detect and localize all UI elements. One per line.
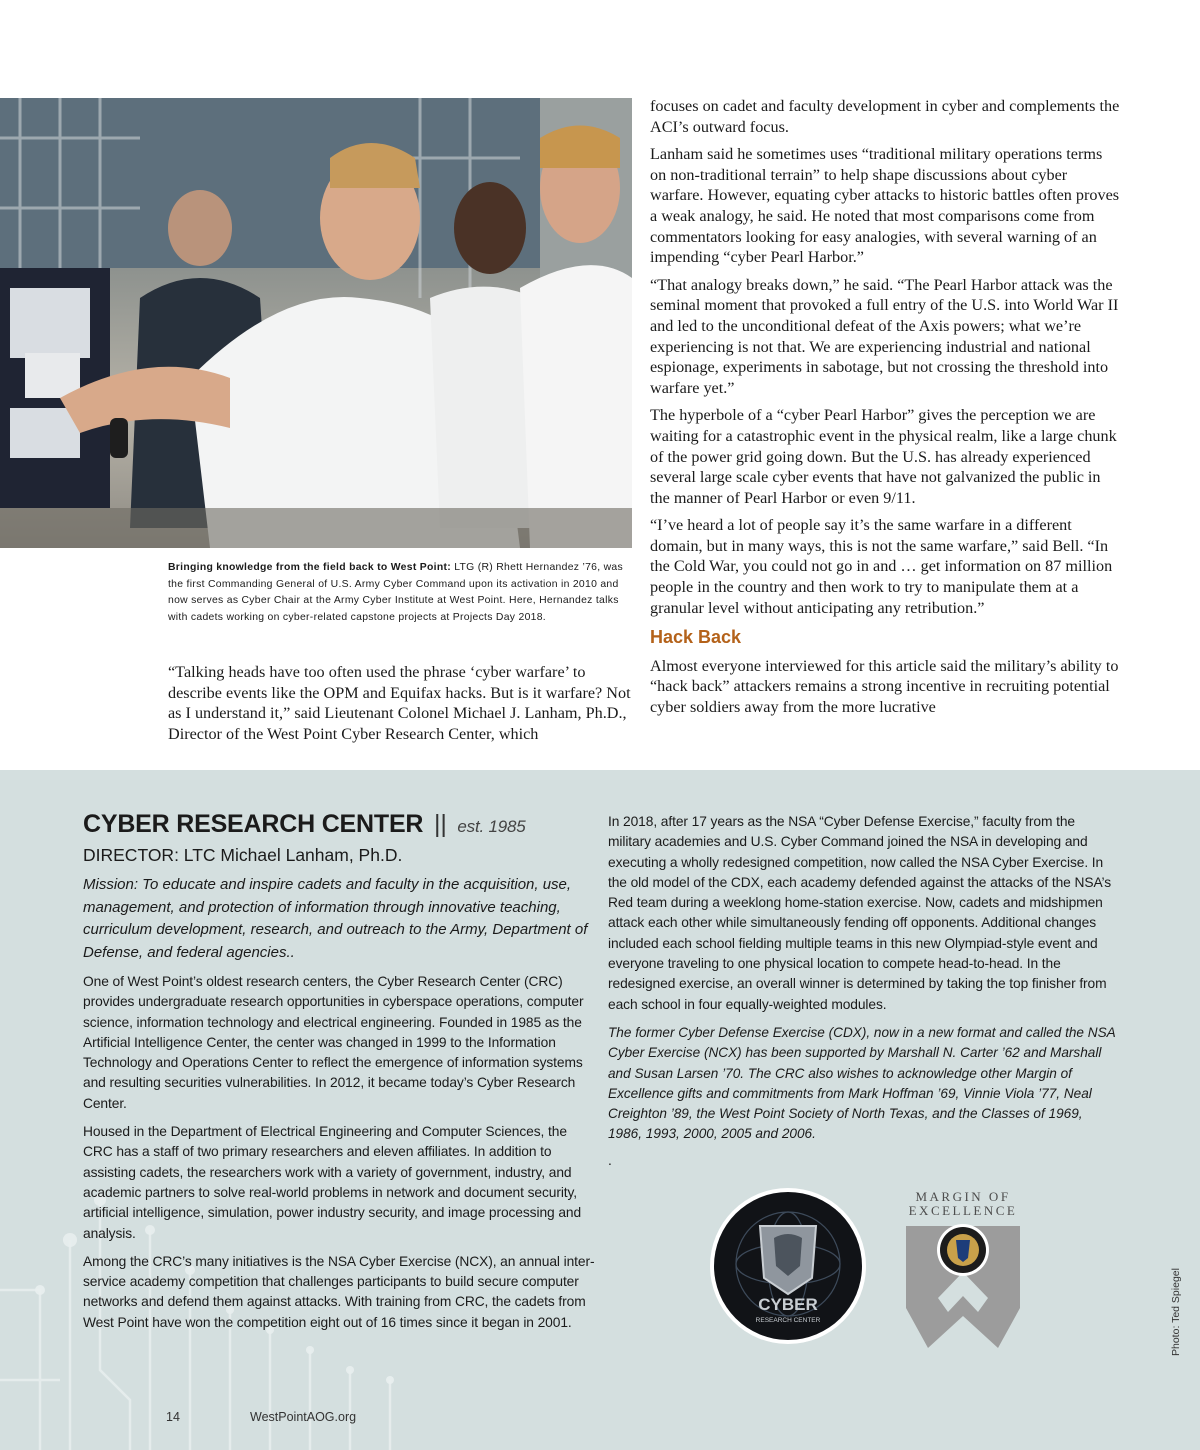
photo-credit: Photo: Ted Spiegel	[1170, 1268, 1182, 1356]
article-paragraph: focuses on cadet and faculty development in cyber and complements the ACI’s outward focus.	[650, 97, 1120, 136]
cyber-logo-subtitle: RESEARCH CENTER	[755, 1317, 821, 1324]
crc-title	[83, 810, 595, 839]
subhead-hack-back: Hack Back	[650, 627, 742, 648]
crc-right-column	[608, 812, 1116, 1168]
moe-logo-line1: MARGIN OF	[915, 1189, 1011, 1204]
footer-site: WestPointAOG.org	[250, 1410, 357, 1424]
crc-director: DIRECTOR: LTC Michael Lanham, Ph.D.	[83, 845, 403, 865]
page-number: 14	[166, 1410, 180, 1424]
article-paragraph: Lanham said he sometimes uses “traditional military operations terms on non-traditional terrain” to help shape discussions about cyber warfare. However, equating cyber attacks to historic battles often proves a weak analogy, he said. He noted that most comparisons come from commentators looking for easy analogies, with several warning of an impending “cyber Pearl Harbor.”	[650, 145, 1120, 267]
cyber-logo-word: CYBER	[758, 1295, 818, 1314]
article-paragraph: The hyperbole of a “cyber Pearl Harbor” gives the perception we are waiting for a catastrophic event in the physical realm, like a large chunk of the power grid going down. But the U.S. has already experienced several large scale cyber events that have not galvanized the public in the manner of Pearl Harbor or even 9/11.	[650, 406, 1117, 507]
margin-of-excellence-logo	[898, 1188, 1028, 1360]
moe-logo-line2: EXCELLENCE	[908, 1203, 1018, 1218]
cyber-research-center-logo	[708, 1186, 868, 1346]
caption-text: LTG (R) Rhett Hernandez ’76, was the first Commanding General of U.S. Army Cyber Command upon its activation in 2010 and now serves as Cyber Chair at the Army Cyber Institute at West Point. Here, Hernandez talks with cadets working on cyber-related capstone projects at Projects Day 2018.	[168, 562, 623, 623]
photo-caption	[168, 560, 630, 626]
crc-established: est. 1985	[457, 817, 526, 836]
article-paragraph: Almost everyone interviewed for this article said the military’s ability to “hack back” attackers remains a strong incentive in recruiting potential cyber soldiers away from the more lucrative	[650, 656, 1119, 717]
crc-paragraph: In 2018, after 17 years as the NSA “Cyber Defense Exercise,” faculty from the military academies and U.S. Cyber Command joined the NSA in developing and executing a wholly redesigned competition, now called the NSA Cyber Exercise. In the old model of the CDX, each academy defended against the attacks of the NSA’s Red team during a weeklong home-station exercise. Now, cadets and midshipmen attack each other while simultaneously fending off opponents. Additional changes included each school fielding multiple teams in this new Olympiad-style event and everyone traveling to one physical location to compete head-to-head. In the redesigned exercise, an overall winner is determined by taking the top finisher from each school in four equally-weighted modules.	[608, 814, 1112, 1012]
article-left-paragraph: “Talking heads have too often used the phrase ‘cyber warfare’ to describe events like the OPM and Equifax hacks. But is it warfare? Not as I understand it,” said Lieutenant Colonel Michael J. Lanham, Ph.D., Director of the West Point Cyber Research Center, which	[168, 663, 631, 743]
crc-mission: Mission: To educate and inspire cadets and faculty in the acquisition, use, management, and protection of information through innovative teaching, curriculum development, research, and outreach to the Army, Department of Defense, and federal agencies..	[83, 876, 588, 961]
crc-paragraph: Among the CRC’s many initiatives is the NSA Cyber Exercise (NCX), an annual inter-service academy competition that challenges participants to build secure computer networks and defend them against attacks. With training from CRC, the cadets from West Point have won the competition eight out of 16 times since it began in 2001.	[83, 1253, 595, 1330]
crc-title-text: CYBER RESEARCH CENTER	[83, 810, 424, 838]
title-separator: ||	[434, 810, 447, 838]
caption-lead: Bringing knowledge from the field back to West Point:	[168, 562, 451, 573]
crc-paragraph: Housed in the Department of Electrical Engineering and Computer Sciences, the CRC has a staff of two primary researchers and eleven affiliates. In addition to assisting cadets, the researchers work with a variety of government, industry, and academic partners to solve real-world problems in network and document security, artificial intelligence, simulation, power industry security, and image processing and analysis.	[83, 1124, 582, 1241]
article-right-column	[650, 96, 1122, 725]
photo-illustration	[0, 98, 632, 548]
crc-acknowledgement: The former Cyber Defense Exercise (CDX), now in a new format and called the NSA Cyber Exercise (NCX) has been supported by Marshall N. Carter ’62 and Marshall and Susan Larsen ’70. The CRC also wishes to acknowledge other Margin of Excellence gifts and commitments from Mark Hoffman ’69, Vinnie Viola ’77, Neal Creighton ’89, the West Point Society of North Texas, and the Classes of 1969, 1986, 1993, 2000, 2005 and 2006.	[608, 1024, 1116, 1142]
trailing-dot: .	[608, 1152, 612, 1168]
article-paragraph: “I’ve heard a lot of people say it’s the same warfare in a different domain, but in many ways, this is not the same warfare,” said Bell. “In the Cold War, you could not go in and … get information on 87 million people in the country and then work to try to manipulate them at a granular level without anticipating any retribution.”	[650, 516, 1113, 617]
crc-left-column	[83, 810, 595, 1341]
article-paragraph: “That analogy breaks down,” he said. “The Pearl Harbor attack was the seminal moment that provoked a full entry of the U.S. into World War II and led to the unconditional defeat of the Axis powers; what we’re experiencing is not that. We are experiencing industrial and national espionage, experiments in sabotage, but not crossing the threshold into warfare yet.”	[650, 275, 1119, 397]
article-photo	[0, 98, 632, 548]
crc-paragraph: One of West Point’s oldest research centers, the Cyber Research Center (CRC) provides undergraduate research opportunities in cyberspace operations, computer science, information technology and electrical engineering. Founded in 1985 as the Artificial Intelligence Center, the center was changed in 1999 to the Information Technology and Operations Center to reflect the emergence of information systems and resulting securities vulnerabilities. In 2012, it became today’s Cyber Research Center.	[83, 974, 584, 1111]
